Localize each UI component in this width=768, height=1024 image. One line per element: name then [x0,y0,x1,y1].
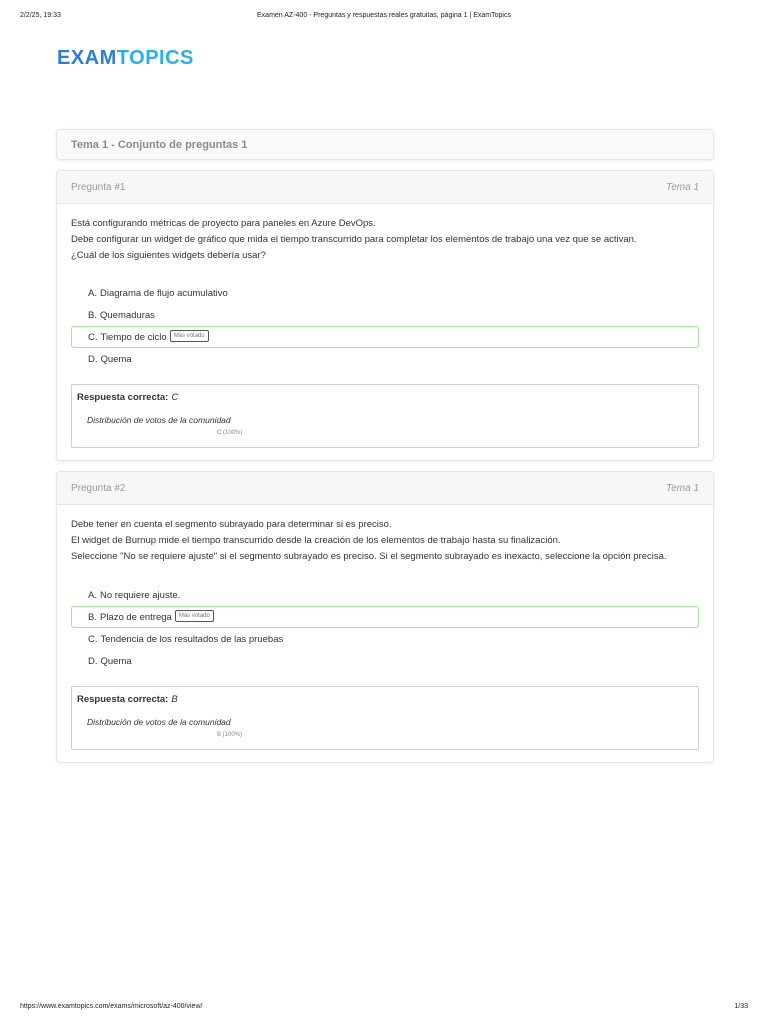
question-header [57,171,713,204]
question-text-line: Debe configurar un widget de gráfico que mida el tiempo transcurrido para completar los elementos de trabajo una vez que se activan. [71,234,637,245]
choice-text: Diagrama de flujo acumulativo [99,288,228,299]
choice-letter: A. [88,288,97,299]
print-footer [20,1003,748,1015]
vote-distribution-title: Distribución de votos de la comunidad [87,415,231,425]
topic-header-card [56,129,714,160]
choice-b[interactable] [71,304,699,326]
most-voted-badge: Más votado [170,330,209,342]
choice-letter: C. [88,634,98,645]
correct-answer-label: Respuesta correcta: [77,392,169,403]
choice-c[interactable] [71,326,699,348]
choice-text: Tiempo de ciclo [100,332,167,343]
choice-text: Plazo de entrega [99,612,172,623]
choice-c[interactable] [71,628,699,650]
answer-box [71,384,699,448]
logo-text-part2: TOPICS [116,47,194,69]
question-card-1 [56,170,714,461]
correct-answer-value: B [171,694,178,705]
print-datetime: 2/2/25, 19:33 [20,12,61,19]
question-text-line: Seleccione "No se requiere ajuste" si el segmento subrayado es preciso. Si el segmento subrayado es inexacto, seleccione la opción precisa. [71,551,667,562]
choice-b[interactable] [71,606,699,628]
correct-answer-label: Respuesta correcta: [77,694,169,705]
question-text [71,517,699,565]
choice-list [71,282,699,370]
vote-result: C (100%) [217,430,243,436]
answer-box [71,686,699,750]
question-text-line: ¿Cuál de los siguientes widgets debería usar? [71,250,266,261]
question-topic: Tema 1 [666,182,699,193]
question-text [71,216,699,264]
vote-result: B (100%) [217,732,243,738]
choice-letter: C. [88,332,98,343]
examtopics-logo[interactable] [57,48,194,68]
print-page-title: Examen AZ-400 - Preguntas y respuestas reales gratuitas, página 1 | ExamTopics [257,12,511,19]
choice-list [71,584,699,672]
question-text-line: Está configurando métricas de proyecto para paneles en Azure DevOps. [71,218,376,229]
choice-d[interactable] [71,650,699,672]
vote-distribution-title: Distribución de votos de la comunidad [87,717,231,727]
choice-d[interactable] [71,348,699,370]
print-url: https://www.examtopics.com/exams/microsoft/az-400/view/ [20,1003,203,1010]
print-header [20,12,748,24]
choice-letter: B. [88,310,97,321]
choice-text: No requiere ajuste. [99,590,181,601]
choice-letter: D. [88,656,98,667]
question-topic: Tema 1 [666,483,699,494]
choice-letter: A. [88,590,97,601]
correct-answer [77,694,178,705]
question-card-2 [56,471,714,763]
choice-a[interactable] [71,584,699,606]
choice-letter: B. [88,612,97,623]
choice-text: Quemaduras [99,310,155,321]
choice-text: Tendencia de los resultados de las pruebas [100,634,284,645]
question-text-line: El widget de Burnup mide el tiempo transcurrido desde la creación de los elementos de trabajo hasta su finalización. [71,535,561,546]
choice-text: Quema [100,354,132,365]
choice-letter: D. [88,354,98,365]
question-number: Pregunta #2 [71,483,126,494]
print-page-number: 1/33 [734,1003,748,1010]
correct-answer-value: C [171,392,179,403]
most-voted-badge: Más votado [175,610,214,622]
question-text-line: Debe tener en cuenta el segmento subrayado para determinar si es preciso. [71,519,392,530]
topic-title: Tema 1 - Conjunto de preguntas 1 [71,139,248,151]
logo-text-part1: EXAM [57,47,117,69]
question-number: Pregunta #1 [71,182,126,193]
choice-a[interactable] [71,282,699,304]
choice-text: Quema [100,656,132,667]
correct-answer [77,392,178,403]
question-header [57,472,713,505]
